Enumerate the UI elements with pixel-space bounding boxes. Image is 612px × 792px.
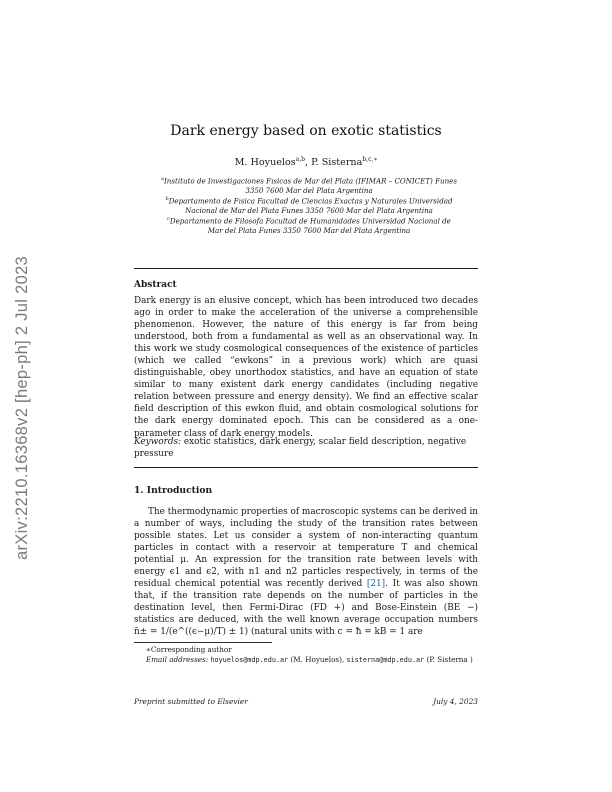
section-heading-introduction: 1. Introduction [134,485,213,496]
preprint-notice: Preprint submitted to Elsevier [134,697,248,706]
email-owner: (M. Hoyuelos), [290,654,345,664]
footnotes [134,645,478,665]
email-owner: (P. Sisterna ) [426,654,473,664]
introduction-paragraph [134,506,478,639]
preprint-footer [134,697,478,707]
affiliation-text: Departamento de Fısica Facultad de Ciencias Exactas y Naturales Universidad Nacional de Mar del Plata Funes 3350 7600 Mar del Plata Argentina [168,196,453,215]
abstract-top-rule [134,268,478,269]
footnote-rule [134,642,272,643]
footnote-corresponding-author: ∗Corresponding author [146,645,232,654]
abstract-heading: Abstract [134,280,177,290]
arxiv-identifier-stamp: arXiv:2210.16368v2 [hep-ph] 2 Jul 2023 [13,255,31,560]
email-link[interactable]: hoyuelos@mdp.edu.ar [210,655,289,664]
affiliation-c [160,215,458,235]
affiliation-text: Instituto de Investigaciones Fısicas de Mar del Plata (IFIMAR – CONICET) Funes 3350 7600 Mar del Plata Argentina [163,176,457,195]
author-affiliation-marks: a,b [295,156,306,163]
keywords [134,436,478,460]
affiliation-a [160,175,458,195]
keywords-text: exotic statistics, dark energy, scalar field description, negative pressure [134,437,467,459]
abstract-text: Dark energy is an elusive concept, which has been introduced two decades ago in order to make the acceleration of the universe a comprehensible phenomenon. However, the nature of this energy is far from being understood, both from a fundamental as well as an observational way. In this work we study cosmological consequences of the existence of particles (which we called “ewkons” in a previous work) which are quasi distinguishable, obey unorthodox statistics, and have an equation of state similar to many existent dark energy candidates (including negative relation between pressure and energy density). We find an effective scalar field description of this ewkon fluid, and obtain cosmological solutions for the dark energy dominated epoch. This can be considered as a one-parameter class of dark energy models. [134,296,478,439]
footnote-email [134,655,478,666]
author-name: M. Hoyuelos [234,157,296,169]
affiliation-text: Departamento de Filosofa Facultad de Humanidades Universidad Nacional de Mar del Plata Funes 3350 7600 Mar del Plata Argentina [169,216,451,235]
email-label: Email addresses: [146,654,209,664]
author-separator: , [305,157,312,169]
preprint-date: July 4, 2023 [433,697,478,706]
introduction-text: The thermodynamic properties of macroscopic systems can be derived in a number of ways, including the study of the transition rates between possible states. Let us consider a system of non-interacting quantum particles in contact with a reservoir at temperature T and chemical potential μ. An expression for the transition rate between levels with energy ϵ1 and ϵ2, with n1 and n2 particles respectively, in terms of the residual chemical potential was recently derived [134,507,478,590]
author-affiliation-marks: b,c,∗ [362,156,378,163]
author-name: P. Sisterna [311,157,363,169]
affiliation-mark: a [161,176,164,182]
citation-link[interactable]: [21] [366,579,386,590]
paper-title: Dark energy based on exotic statistics [170,123,442,139]
keywords-label: Keywords: [134,437,182,447]
email-link[interactable]: sisterna@mdp.edu.ar [346,655,425,664]
introduction-text: . It was also shown that, if the transition rate depends on the number of particles in the destination level, then Fermi-Dirac (FD +) and Bose-Einstein (BE −) statistics are deduced, with the well known average occupation numbers n̄± = 1/(e^((ϵ−μ)/T) ± 1) (natural units with c = ħ = kB = 1 are [134,579,479,638]
affiliation-mark: b [165,196,169,202]
affiliation-b [160,195,458,215]
abstract-bottom-rule [134,467,478,468]
author-list [134,154,478,169]
affiliation-mark: c [167,216,170,222]
